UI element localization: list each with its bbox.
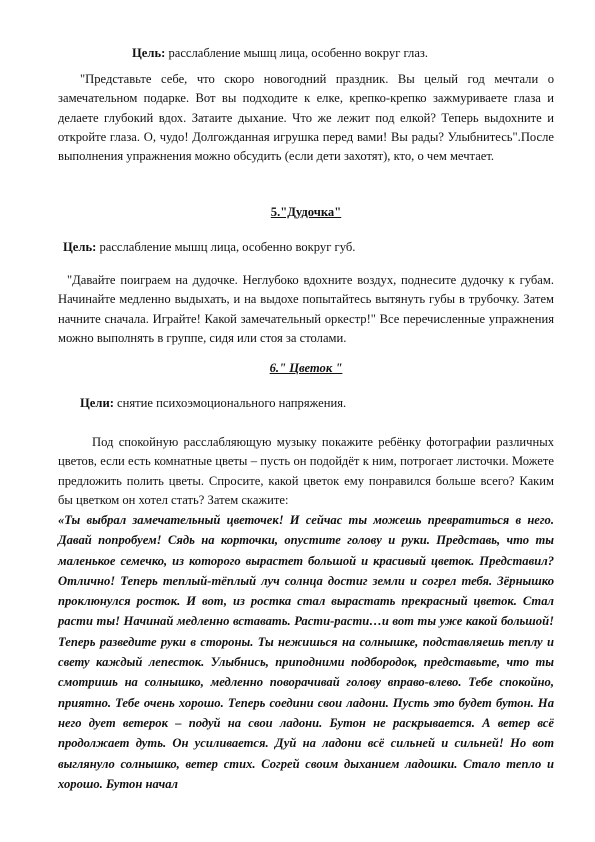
goal-text-1: расслабление мышц лица, особенно вокруг глаз. bbox=[165, 46, 429, 60]
goal-text-2: расслабление мышц лица, особенно вокруг губ. bbox=[96, 240, 356, 254]
goal-label-3: Цели: bbox=[80, 396, 114, 410]
exercise-script-paragraph: «Ты выбрал замечательный цветочек! И сейчас ты можешь превратиться в него. Давай попробуем! Сядь на корточки, опустите голову и руки. Представь, что ты маленькое семечко, из которого вырастет большой и красивый цветок. Представил? Отлично! Теперь теплый-тёплый луч солнца достиг земли и согрел тебя. Зёрнышко проклюнулся росток. И вот, из ростка стал вырастать прекрасный цветок. Стал расти ты! Начинай медленно вставать. Расти-расти…и вот ты уже какой большой! Теперь разведите руки в стороны. Ты нежишься на солнышке, подставляешь теплу и свету каждый лепесток. Улыбнись, приподними подбородок, представьте, что ты смотришь на солнышко, медленно поворачивай голову вправо-влево. Тебе спокойно, приятно. Тебе очень хорошо. Теперь соедини свои ладони. Пусть это будет бутон. На него дует ветерок – подуй на свои ладони. Бутон не раскрывается. А ветер всё продолжает дуть. Он усиливается. Дуй на ладони всё сильней и сильней! Но вот выглянуло солнышко, ветер стих. Согрей своим дыханием ладошки. Стало тепло и хорошо. Бутон начал bbox=[58, 513, 554, 791]
goal-paragraph-3 bbox=[58, 394, 554, 413]
goal-label-2: Цель: bbox=[63, 240, 97, 254]
goal-paragraph-1 bbox=[58, 44, 554, 63]
exercise-paragraph-1: "Представьте себе, что скоро новогодний праздник. Вы целый год мечтали о замечательном подарке. Вот вы подходите к елке, крепко-крепко зажмуриваете глаза и делаете глубокий вдох. Затаите дыхание. Что же лежит под елкой? Теперь выдохните и откройте глаза. О, чудо! Долгожданная игрушка перед вами! Вы рады? Улыбнитесь".После выполнения упражнения можно обсудить (если дети захотят), кто, о чем мечтает. bbox=[58, 72, 554, 164]
goal-label-1: Цель: bbox=[132, 46, 166, 60]
goal-paragraph-2 bbox=[58, 238, 554, 257]
exercise-paragraph-2: "Давайте поиграем на дудочке. Неглубоко вдохните воздух, поднесите дудочку к губам. Начинайте медленно выдыхать, и на выдохе попытайтесь вытянуть губы в трубочку. Затем начните сначала. Играйте! Какой замечательный оркестр!" Все перечисленные упражнения можно выполнять в группе, сидя или стоя за столами. bbox=[58, 273, 554, 345]
exercise-heading-5-text: 5."Дудочка" bbox=[270, 205, 342, 219]
exercise-heading-5 bbox=[58, 203, 554, 222]
exercise-paragraph-3: Под спокойную расслабляющую музыку покажите ребёнку фотографии различных цветов, если есть комнатные цветы – пусть он подойдёт к ним, потрогает листочки. Можете предложить полить цветы. Спросите, какой цветок ему понравился больше всего? Каким бы цветком он хотел стать? Затем скажите: bbox=[58, 435, 554, 507]
exercise-heading-6 bbox=[58, 359, 554, 378]
exercise-heading-6-text: 6." Цветок " bbox=[269, 361, 343, 375]
goal-text-3: снятие психоэмоционального напряжения. bbox=[113, 396, 347, 410]
